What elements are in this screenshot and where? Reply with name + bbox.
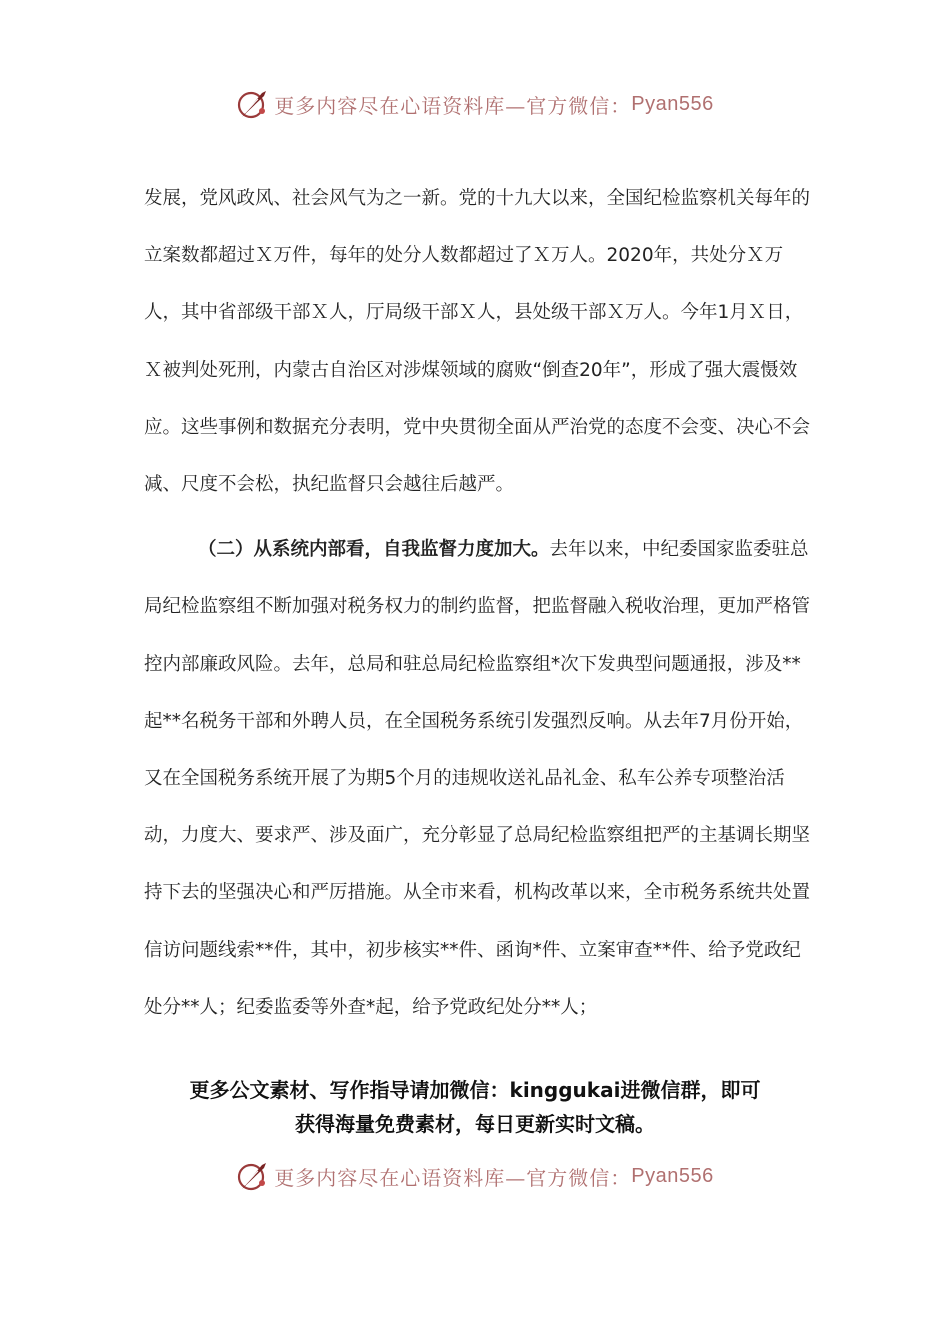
watermark-text: 更多内容尽在心语资料库—官方微信： [274, 1165, 632, 1190]
paragraph-2-text: 去年以来，中纪委国家监委驻总局纪检监察组不断加强对税务权力的制约监督，把监督融入税收治理，更加严格管控内部廉政风险。去年，总局和驻总局纪检监察组*次下发典型问题通报，涉及**起**名税务干部和外聘人员，在全国税务系统引发强烈反响。从去年7月份开始，又在全国税务系统开展了为期5个月的违规收送礼品礼金、私车公养专项整治活动，力度大、要求严、涉及面广，充分彰显了总局纪检监察组把严的主基调长期坚持下去的坚强决心和严厉措施。从全市来看，机构改革以来，全市税务系统共处置信访问题线索**件，其中，初步核实**件、函询*件、立案审查**件、给予党政纪处分**人；纪委监委等外查*起，给予党政纪处分**人； [144, 539, 811, 1018]
promo-line-1: 更多公文素材、写作指导请加微信：kinggukai进微信群，即可 [189, 1078, 761, 1102]
promo-notice [100, 1073, 850, 1141]
watermark-banner-bottom [0, 1156, 950, 1196]
quill-pen-icon [236, 1159, 270, 1193]
quill-pen-icon [236, 87, 270, 121]
paragraph-2-heading: （二）从系统内部看，自我监督力度加大。 [198, 539, 550, 561]
document-body [144, 170, 816, 1036]
watermark-text: 更多内容尽在心语资料库—官方微信： [274, 93, 632, 118]
paragraph-2 [144, 521, 816, 1036]
watermark-banner-top [0, 84, 950, 124]
watermark-id: Pyan556 [631, 1164, 714, 1187]
paragraph-1: 发展，党风政风、社会风气为之一新。党的十九大以来，全国纪检监察机关每年的立案数都超过Ｘ万件，每年的处分人数都超过了Ｘ万人。2020年，共处分Ｘ万人，其中省部级干部Ｘ人，厅局级干部Ｘ人，县处级干部Ｘ万人。今年1月Ｘ日，Ｘ被判处死刑，内蒙古自治区对涉煤领域的腐败“倒查20年”，形成了强大震慑效应。这些事例和数据充分表明，党中央贯彻全面从严治党的态度不会变、决心不会减、尺度不会松，执纪监督只会越往后越严。 [144, 188, 811, 496]
promo-line-2: 获得海量免费素材，每日更新实时文稿。 [295, 1112, 655, 1136]
watermark-id: Pyan556 [631, 92, 714, 115]
